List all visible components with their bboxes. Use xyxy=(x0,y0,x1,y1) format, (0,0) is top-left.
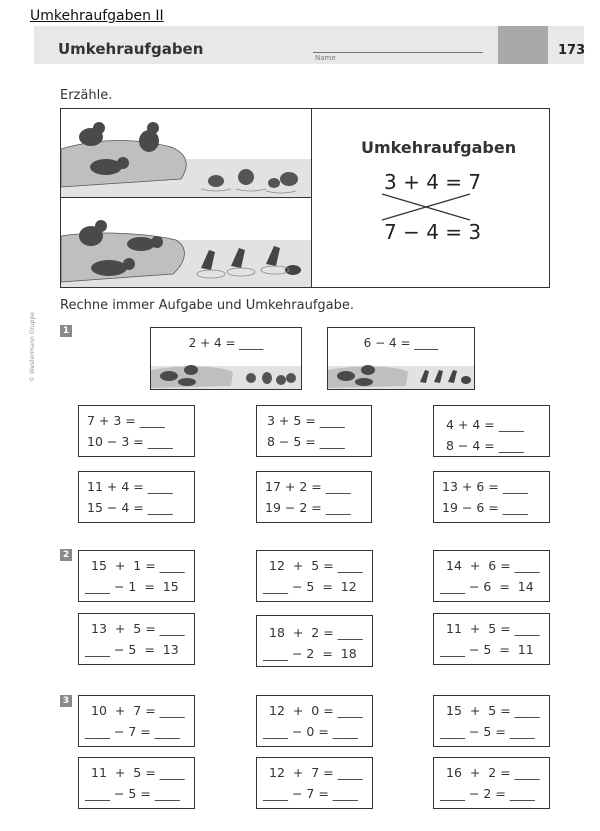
name-field[interactable] xyxy=(313,52,483,53)
section-1-badge: 1 xyxy=(60,325,72,337)
task-equation[interactable]: 12 + 7 = ____ xyxy=(269,765,363,780)
task-box xyxy=(78,471,195,523)
task-reverse-equation[interactable]: ____ − 5 = 12 xyxy=(263,579,357,594)
example-eq2-lhs: 7 − 4 = xyxy=(384,220,463,244)
task-equation[interactable]: 11 + 4 = ____ xyxy=(87,479,173,494)
copyright-note: © Westermann Gruppe xyxy=(29,312,36,382)
task-box xyxy=(433,613,550,665)
task-box xyxy=(433,471,550,523)
picture-task-2 xyxy=(327,327,475,390)
task-reverse-equation[interactable]: ____ − 7 = ____ xyxy=(85,724,180,739)
example-eq2-rhs: 3 xyxy=(468,220,482,244)
task-equation[interactable]: 15 + 5 = ____ xyxy=(446,703,540,718)
task-reverse-equation[interactable]: ____ − 2 = 18 xyxy=(263,646,357,661)
document-title: Umkehraufgaben II xyxy=(30,8,164,24)
task-reverse-equation[interactable]: 19 − 6 = ____ xyxy=(442,500,528,515)
instruction-calculate: Rechne immer Aufgabe und Umkehraufgabe. xyxy=(60,298,354,313)
picture-task-1 xyxy=(150,327,302,390)
task-equation[interactable]: 17 + 2 = ____ xyxy=(265,479,351,494)
task-reverse-equation[interactable]: 10 − 3 = ____ xyxy=(87,434,173,449)
task-equation[interactable]: 16 + 2 = ____ xyxy=(446,765,540,780)
section-3-badge: 3 xyxy=(60,695,72,707)
task-equation[interactable]: 18 + 2 = ____ xyxy=(269,625,363,640)
task-reverse-equation[interactable]: ____ − 5 = 11 xyxy=(440,642,534,657)
task-reverse-equation[interactable]: 8 − 5 = ____ xyxy=(267,434,345,449)
page-title: Umkehraufgaben xyxy=(58,40,204,58)
task-box xyxy=(433,695,550,747)
task-reverse-equation[interactable]: ____ − 5 = ____ xyxy=(440,724,535,739)
task-reverse-equation[interactable]: ____ − 0 = ____ xyxy=(263,724,358,739)
task-box xyxy=(256,757,373,809)
task-box xyxy=(78,613,195,665)
header-gray-block xyxy=(498,26,548,64)
picture-task-1-equation: 2 + 4 = ____ xyxy=(188,336,264,350)
task-reverse-equation[interactable]: ____ − 7 = ____ xyxy=(263,786,358,801)
task-reverse-equation[interactable]: ____ − 2 = ____ xyxy=(440,786,535,801)
task-box xyxy=(256,615,373,667)
scene-beavers-addition xyxy=(61,109,311,197)
task-equation[interactable]: 7 + 3 = ____ xyxy=(87,413,165,428)
task-equation[interactable]: 13 + 6 = ____ xyxy=(442,479,528,494)
task-equation[interactable]: 14 + 6 = ____ xyxy=(446,558,540,573)
task-equation[interactable]: 13 + 5 = ____ xyxy=(91,621,185,636)
task-box xyxy=(78,695,195,747)
task-reverse-equation[interactable]: ____ − 1 = 15 xyxy=(85,579,179,594)
picture-task-2-equation: 6 − 4 = ____ xyxy=(363,336,439,350)
task-equation[interactable]: 15 + 1 = ____ xyxy=(91,558,185,573)
task-reverse-equation[interactable]: 15 − 4 = ____ xyxy=(87,500,173,515)
task-reverse-equation[interactable]: ____ − 6 = 14 xyxy=(440,579,534,594)
example-cross-arrows xyxy=(370,190,480,224)
picture-task-2-beavers xyxy=(328,358,474,389)
task-reverse-equation[interactable]: ____ − 5 = ____ xyxy=(85,786,180,801)
task-box xyxy=(78,405,195,457)
task-box xyxy=(256,405,372,457)
task-box xyxy=(433,757,550,809)
task-box xyxy=(433,405,550,457)
task-equation[interactable]: 12 + 5 = ____ xyxy=(269,558,363,573)
instruction-tell: Erzähle. xyxy=(60,88,113,103)
task-box xyxy=(78,757,195,809)
example-title: Umkehraufgaben xyxy=(361,138,517,157)
scene-beavers-subtraction xyxy=(61,198,311,287)
picture-task-1-beavers xyxy=(151,358,301,389)
task-equation[interactable]: 3 + 5 = ____ xyxy=(267,413,345,428)
task-equation[interactable]: 11 + 5 = ____ xyxy=(446,621,540,636)
task-box xyxy=(256,695,373,747)
section-2-badge: 2 xyxy=(60,549,72,561)
task-reverse-equation[interactable]: ____ − 5 = 13 xyxy=(85,642,179,657)
task-box xyxy=(78,550,195,602)
story-box-divider xyxy=(311,109,312,287)
task-equation[interactable]: 10 + 7 = ____ xyxy=(91,703,185,718)
page-number: 173 xyxy=(558,43,586,58)
name-label: Name xyxy=(315,54,336,62)
task-equation[interactable]: 12 + 0 = ____ xyxy=(269,703,363,718)
task-equation[interactable]: 11 + 5 = ____ xyxy=(91,765,185,780)
task-box xyxy=(256,550,373,602)
task-reverse-equation[interactable]: 8 − 4 = ____ xyxy=(446,438,524,453)
task-box xyxy=(256,471,372,523)
example-eq1-rhs: 7 xyxy=(468,170,482,194)
example-eq1-lhs: 3 + 4 = xyxy=(384,170,463,194)
task-reverse-equation[interactable]: 19 − 2 = ____ xyxy=(265,500,351,515)
task-box xyxy=(433,550,550,602)
task-equation[interactable]: 4 + 4 = ____ xyxy=(446,417,524,432)
